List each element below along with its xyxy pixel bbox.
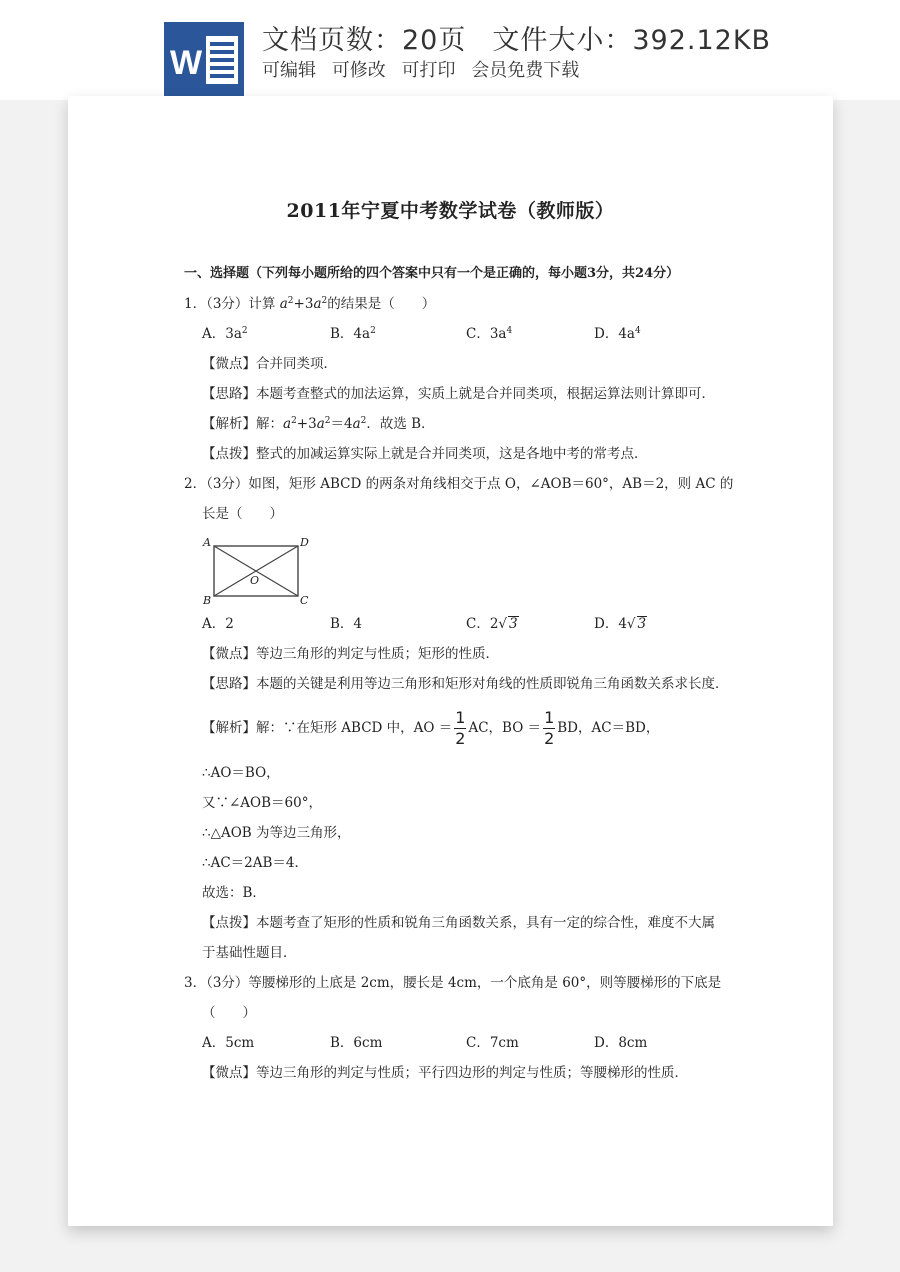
feature-editable: 可编辑 [262,60,316,81]
q1-jiexi: 【解析】解：$a^2+3a^2=4a^2$．故选 B． [202,416,435,432]
q3-option-a[interactable]: A．5cm [202,1035,255,1051]
q3-weidian: 【微点】等边三角形的判定与性质；平行四边形的判定与性质；等腰梯形的性质． [202,1065,688,1081]
feature-printable: 可打印 [401,60,456,81]
q3-stem-line1: 3．（3分）等腰梯形的上底是 2cm，腰长是 4cm，一个底角是 60°，则等腰梯形的下底是 [184,975,722,991]
q2-option-c[interactable]: C．2√ 3 [466,616,518,632]
q1-stem: 1．（3分）计算 $a^2+3a^2$的结果是（ ） [184,296,436,312]
word-document-icon [164,22,244,96]
q1-weidian: 【微点】合并同类项． [202,356,337,372]
rectangle-diagram [202,534,312,606]
q1-option-d[interactable]: D．$4a^4$ [594,326,641,342]
q2-step-3: ∴△AOB 为等边三角形， [202,825,351,841]
q2-stem-line2: 长是（ ） [202,506,283,522]
q1-option-b[interactable]: B．$4a^2$ [330,326,376,342]
q2-step-5: 故选：B． [202,885,266,901]
q2-step-2: 又∵∠AOB＝60°， [202,795,322,811]
q1-option-c[interactable]: C．$3a^4$ [466,326,513,342]
section-heading: 一、选择题（下列每小题所给的四个答案中只有一个是正确的，每小题3分，共24分） [184,266,680,281]
file-size: 文件大小：392.12KB [492,25,772,56]
q1-silu: 【思路】本题考查整式的加法运算，实质上就是合并同类项，根据运算法则计算即可． [202,386,715,402]
q3-option-d[interactable]: D．8cm [594,1035,648,1051]
q2-dianbo-line2: 于基础性题目． [202,945,297,961]
q2-step-1: ∴AO＝BO， [202,765,280,781]
q2-jiexi: 【解析】解：∵在矩形 ABCD 中，AO ＝ $\frac{1}{2}$ AC，BO ＝ $\frac{1}{2}$ BD，AC＝BD， [202,708,660,748]
q2-option-a[interactable]: A．2 [202,616,234,632]
label-b: B [203,594,212,606]
feature-list [262,56,589,82]
q3-option-b[interactable]: B．6cm [330,1035,383,1051]
word-logo-letter: W [170,44,203,82]
label-c: C [300,594,309,606]
q2-weidian: 【微点】等边三角形的判定与性质；矩形的性质． [202,646,499,662]
q2-dianbo-line1: 【点拨】本题考查了矩形的性质和锐角三角函数关系，具有一定的综合性，难度不大属 [202,915,715,931]
document-title: 2011年宁夏中考数学试卷（教师版） [286,200,615,222]
q1-dianbo: 【点拨】整式的加减运算实际上就是合并同类项，这是各地中考的常考点． [202,446,648,462]
feature-free-download: 会员免费下载 [471,60,580,81]
page-count: 文档页数：20页 [262,25,467,56]
fraction-one-half: $\frac{1}{2}$ [544,708,555,748]
q3-stem-line2: （ ） [202,1005,256,1021]
q2-option-b[interactable]: B．4 [330,616,363,632]
download-header [0,0,900,100]
label-o: O [250,574,260,587]
fraction-one-half: $\frac{1}{2}$ [455,708,466,748]
q1-option-a[interactable]: A．$3a^2$ [202,326,248,342]
feature-modifiable: 可修改 [331,60,386,81]
q2-option-d[interactable]: D．4√ 3 [594,616,647,632]
q2-step-4: ∴AC＝2AB＝4． [202,855,309,871]
document-page [68,96,833,1226]
q2-stem-line1: 2．（3分）如图，矩形 ABCD 的两条对角线相交于点 O，∠AOB＝60°，AB＝2，则 AC 的 [184,476,734,492]
q3-option-c[interactable]: C．7cm [466,1035,519,1051]
file-info [262,18,771,57]
label-d: D [300,536,309,549]
label-a: A [203,536,211,549]
q2-silu: 【思路】本题的关键是利用等边三角形和矩形对角线的性质即锐角三角函数关系求长度． [202,676,729,692]
